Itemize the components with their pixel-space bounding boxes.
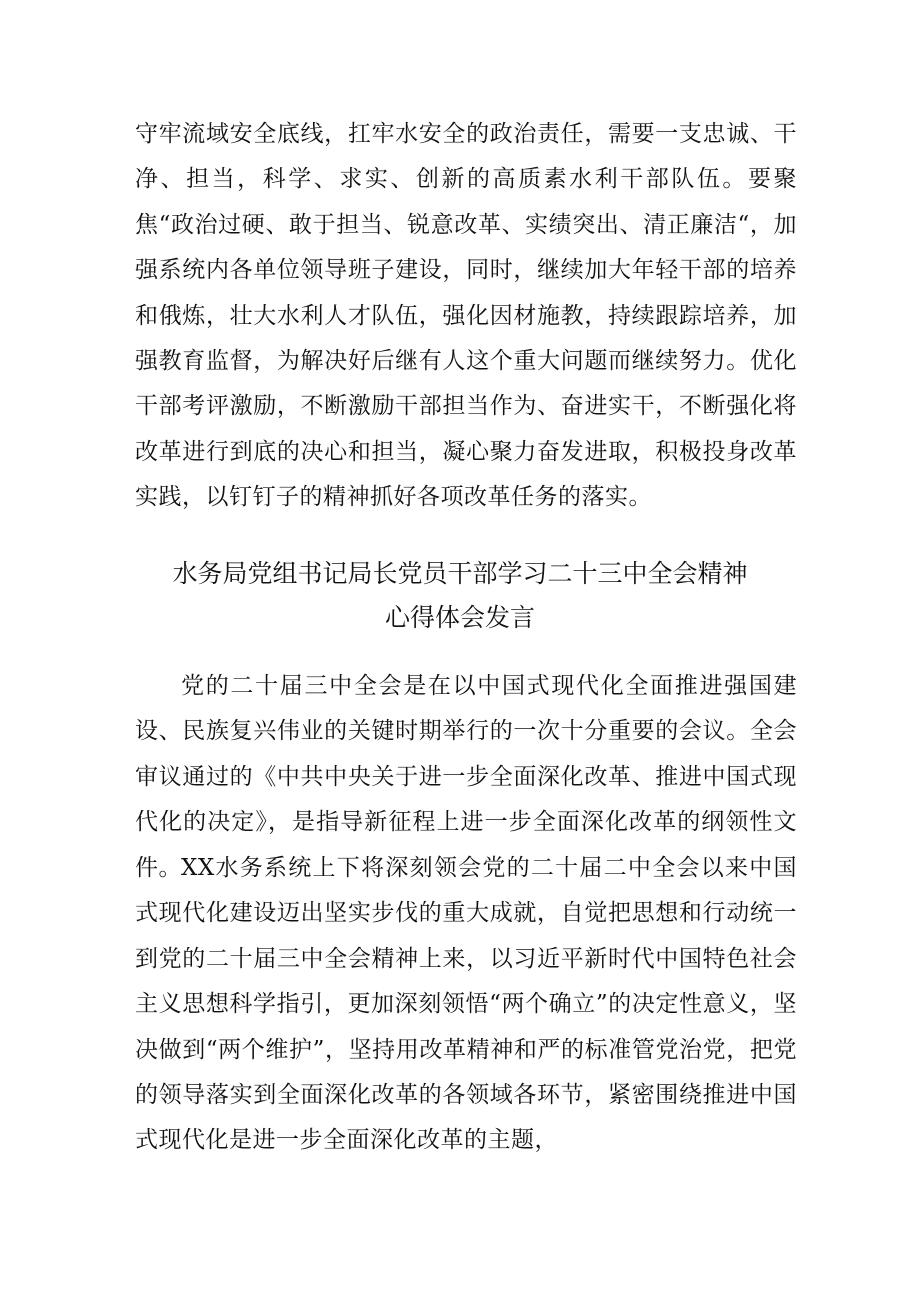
article-title: 水务局党组书记局长党员干部学习二十三中全会精神 — [172, 559, 748, 588]
article-subtitle: 心得体会发言 — [384, 603, 535, 632]
intro-paragraph: 党的二十届三中全会是在以中国式现代化全面推进强国建设、民族复兴伟业的关键时期举行的一次十分重要的会议。全会审议通过的《中共中央关于进一步全面深化改革、推进中国式现代化的决定》，是指导新征程上进一步全面深化改革的纲领性文件。 — [135, 673, 797, 881]
continued-paragraph: 守牢流域安全底线，扛牢水安全的政治责任，需要一支忠诚、干净、担当，科学、求实、创新的高质素水利干部队伍。要聚焦“政治过硬、敢于担当、锐意改革、实绩突出、清正廉洁“，加强系统内各单位领导班子建设，同时，继续加大年轻干部的培养和俄炼，壮大水利人才队伍，强化因材施教，持续跟踪培养，加强教育监督，为解决好后继有人这个重大问题而继续努力。优化干部考评激励，不断激励干部担当作为、奋进实干，不断强化将改革进行到底的决心和担当，凝心聚力奋发进取，积极投身改革实践，以钉钉子的精神抓好各项改革任务的落实。 — [135, 121, 797, 511]
body-paragraph: XX水务系统上下将深刻领会党的二十届二中全会以来中国式现代化建设迈出坚实步伐的重大成就，自觉把思想和行动统一到党的二十届三中全会精神上来，以习近平新时代中国特色社会主义思想科学指引，更加深刻领悟“两个确立”的决定性意义，坚决做到“两个维护”，坚持用改革精神和严的标准管党治党，把党的领导落实到全面深化改革的各领域各环节，紧密围绕推进中国式现代化是进一步全面深化改革的主题， — [135, 855, 797, 1154]
